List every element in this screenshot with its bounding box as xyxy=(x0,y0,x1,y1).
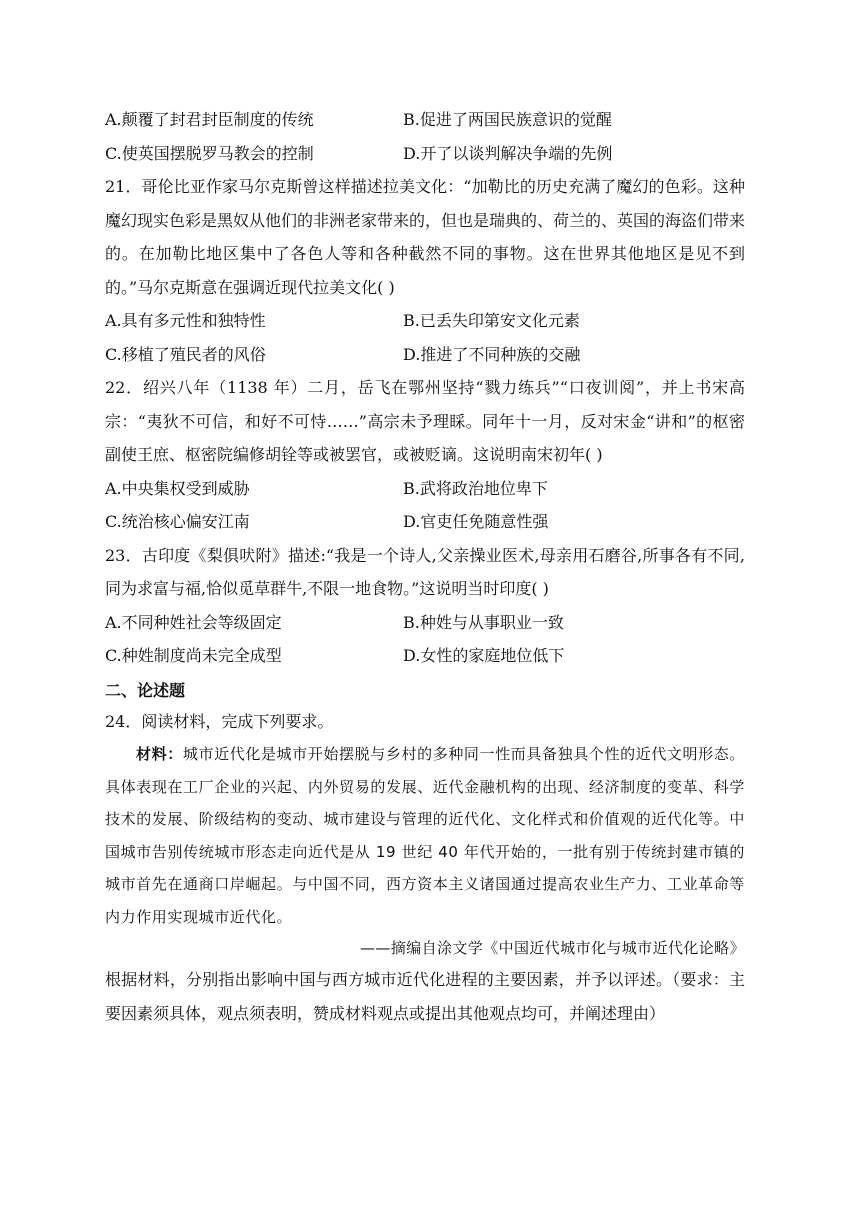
q22-stem: 22．绍兴八年（1138 年）二月，岳飞在鄂州坚持“戮力练兵”“口夜训阅”，并上书宋高宗：“夷狄不可信，和好不可恃……”高宗未予理睬。同年十一月，反对宋金“讲和”的枢密副使王庶、枢密院编修胡铨等或被罢官，或被贬谪。这说明南宋初年( ) xyxy=(105,378,745,464)
exam-content xyxy=(105,103,745,1030)
q23-option-d[interactable]: D.女性的家庭地位低下 xyxy=(403,646,565,665)
q24-material xyxy=(105,738,745,933)
q23-stem: 23．古印度《梨俱吠附》描述:“我是一个诗人,父亲操业医术,母亲用石磨谷,所事各有不同,同为求富与福,恰似觅草群牛,不限一地食物。”这说明当时印度( ) xyxy=(105,545,745,598)
q23-options-row-2 xyxy=(105,639,745,673)
q21-option-b[interactable]: B.已丢失印第安文化元素 xyxy=(403,311,580,330)
q22-option-d[interactable]: D.官吏任免随意性强 xyxy=(403,512,549,531)
material-source: ——摘编自涂文学《中国近代城市化与城市近代化论略》 xyxy=(359,939,745,957)
q21-stem: 21．哥伦比亚作家马尔克斯曾这样描述拉美文化：“加勒比的历史充满了魔幻的色彩。这种魔幻现实色彩是黑奴从他们的非洲老家带来的，但也是瑞典的、荷兰的、英国的海盗们带来的。在加勒比地区集中了各色人等和各种截然不同的事物。这在世界其他地区是见不到的。”马尔克斯意在强调近现代拉美文化( ) xyxy=(105,177,746,297)
material-label: 材料： xyxy=(136,745,183,763)
q20-option-b[interactable]: B.促进了两国民族意识的觉醒 xyxy=(403,110,612,129)
q21-option-a[interactable]: A.具有多元性和独特性 xyxy=(105,311,266,330)
q20-option-a[interactable]: A.颠覆了封君封臣制度的传统 xyxy=(105,110,314,129)
q20-options-row-2 xyxy=(105,137,745,171)
q20-options-row-1 xyxy=(105,103,745,137)
q22-option-c[interactable]: C.统治核心偏安江南 xyxy=(105,512,250,531)
section-heading: 二、论述题 xyxy=(105,680,186,700)
q23-options-row-1 xyxy=(105,606,745,640)
q21-option-d[interactable]: D.推进了不同种族的交融 xyxy=(403,344,581,364)
q21-options-row-1 xyxy=(105,304,745,338)
material-text: 城市近代化是城市开始摆脱与乡村的多种同一性而具备独具个性的近代文明形态。具体表现在工厂企业的兴起、内外贸易的发展、近代金融机构的出现、经济制度的变革、科学技术的发展、阶级结构的变动、城市建设与管理的近代化、文化样式和价值观的近代化等。中国城市告别传统城市形态走向近代是从 19 世纪 40 年代开始的，一批有别于传统封建市镇的城市首先在通商口岸崛起。与中国不同，西方资本主义诸国通过提高农业生产力、工业革命等内力作用实现城市近代化。 xyxy=(105,745,745,926)
q22-option-b[interactable]: B.武将政治地位卑下 xyxy=(403,478,548,498)
q20-option-c[interactable]: C.使英国摆脱罗马教会的控制 xyxy=(105,143,314,163)
q24-stem: 24．阅读材料，完成下列要求。 xyxy=(105,711,334,731)
q21-option-c[interactable]: C.移植了殖民者的风俗 xyxy=(105,344,266,364)
q20-option-d[interactable]: D.开了以谈判解决争端的先例 xyxy=(403,143,613,163)
q22-option-a[interactable]: A.中央集权受到威胁 xyxy=(105,478,250,498)
q22-options-row-2 xyxy=(105,505,745,539)
q23-option-c[interactable]: C.种姓制度尚未完全成型 xyxy=(105,646,282,665)
q21-options-row-2 xyxy=(105,338,745,372)
q23-option-a[interactable]: A.不同种姓社会等级固定 xyxy=(105,612,282,632)
q24-requirement: 根据材料，分别指出影响中国与西方城市近代化进程的主要因素，并予以评述。（要求：主要因素须具体，观点须表明，赞成材料观点或提出其他观点均可，并阐述理由） xyxy=(105,970,745,1023)
q22-options-row-1 xyxy=(105,472,745,506)
q23-option-b[interactable]: B.种姓与从事职业一致 xyxy=(403,612,564,632)
